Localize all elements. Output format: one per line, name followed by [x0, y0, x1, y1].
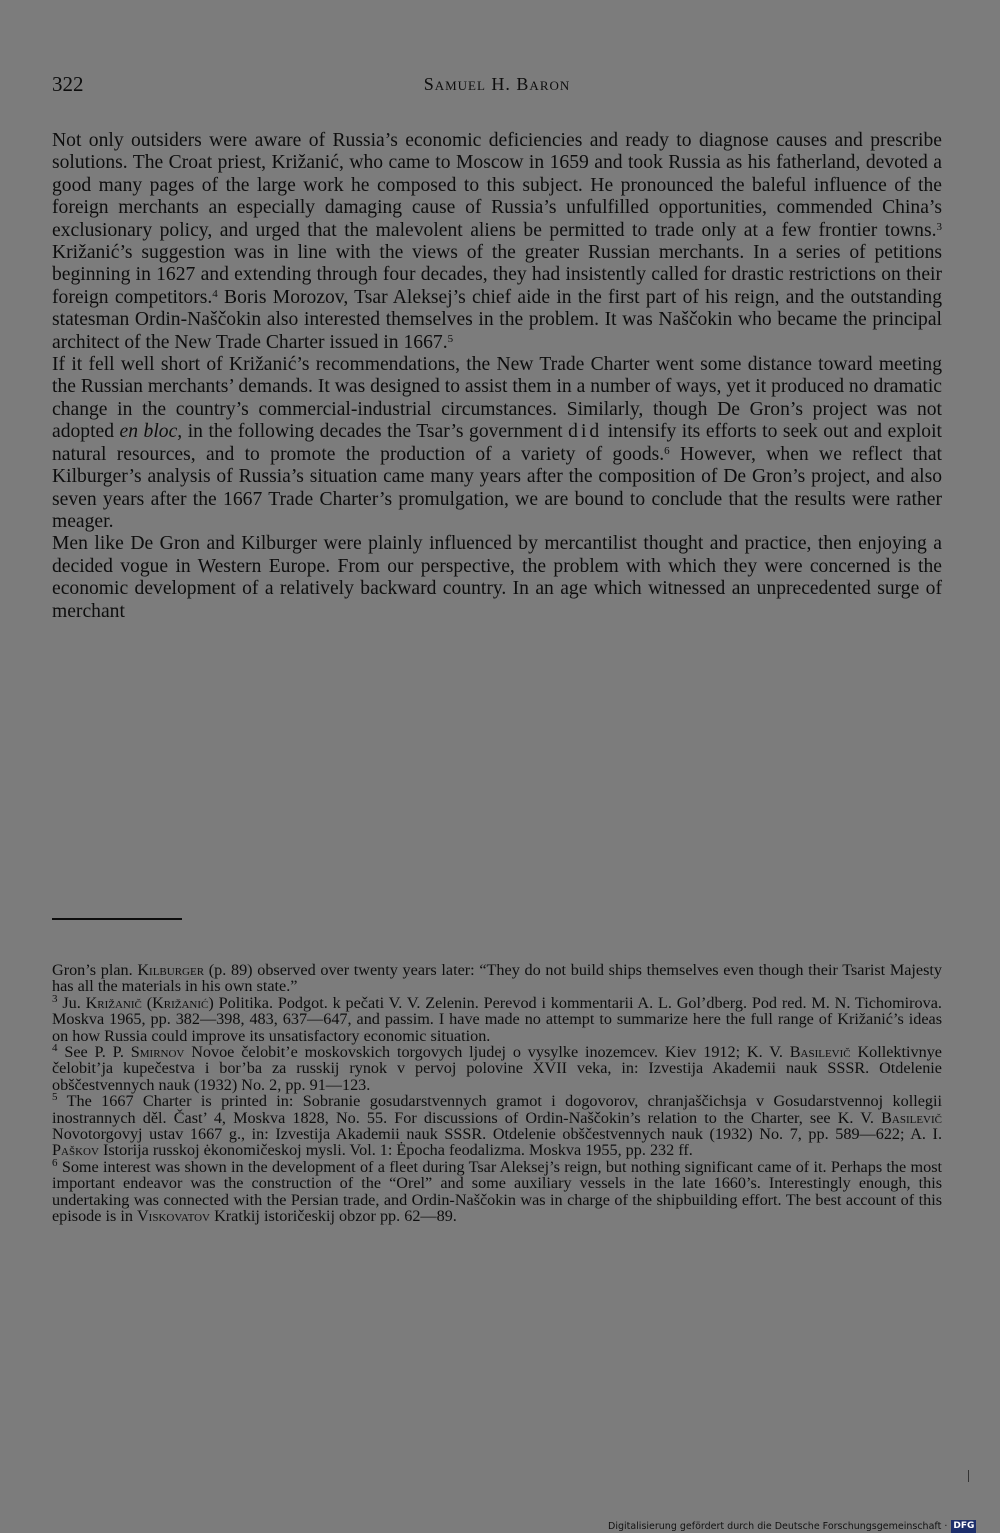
footnote-6: $^6$ Some interest was shown in the development of a fleet during Tsar Aleksej’s reign, but nothing significant came of it. Perhaps the most important endeavor was the construction of the “Orel” and some auxiliary vessels in the late 1660’s. Interestingly enough, this undertaking was connected with the Persian trade, and Ordin-Naščokin was in charge of the shipbuilding effort. The best account of this episode is in Viskovatov Kratkij istoričeskij obzor pp. 62—89.: [52, 1156, 942, 1226]
page-number: 322: [52, 72, 84, 96]
italic-phrase: en bloc,: [119, 421, 183, 443]
dfg-footer: [608, 1519, 976, 1533]
paragraph-1: Not only outsiders were aware of Russia’s economic deficiencies and ready to diagnose causes and prescribe solutions. The Croat priest, Križanić, who came to Moscow in 1659 and took Russia as his fatherland, devoted a good many pages of the large work he composed to this subject. He pronounced the baleful influence of the foreign merchants an especially damaging cause of Russia’s unfulfilled opportunities, commended China’s exclusionary policy, and urged that the malevolent aliens be permitted to trade only at a few frontier towns.$^3$ Križanić’s suggestion was in line with the views of the greater Russian merchants. In a series of petitions beginning in 1627 and extending through four decades, they had insistently called for drastic restrictions on their foreign competitors.$^4$ Boris Morozov, Tsar Aleksej’s chief aide in the first part of his reign, and the outstanding statesman Ordin-Naščokin also interested themselves in the problem. It was Naščokin who became the principal architect of the New Trade Charter issued in 1667.$^5$: [52, 130, 942, 353]
footnote-ref-3[interactable]: 3: [936, 220, 942, 233]
footnote-rule: [52, 918, 182, 920]
paragraph-2: If it fell well short of Križanić’s recommendations, the New Trade Charter went some distance toward meeting the Russian merchants’ demands. It was designed to assist them in a number of ways, yet it produced no dramatic change in the country’s commercial-industrial circumstances. Similarly, though De Gron’s project was not adopted en bloc, in the following decades the Tsar’s government did intensify its efforts to seek out and exploit natural resources, and to promote the production of a variety of goods.$^6$ However, when we reflect that Kilburger’s analysis of Russia’s situation came many years after the composition of De Gron’s project, and also seven years after the 1667 Trade Charter’s promulgation, we are bound to conclude that the results were rather meager.: [52, 354, 942, 532]
footnotes: [52, 962, 942, 1225]
dfg-credit-text: Digitalisierung gefördert durch die Deutsche Forschungsgemeinschaft ·: [608, 1520, 948, 1532]
footnote-number: 5: [52, 1091, 58, 1104]
margin-mark: [968, 1470, 969, 1482]
paragraph-3: Men like De Gron and Kilburger were plainly influenced by mercantilist thought and practice, then enjoying a decided vogue in Western Europe. From our perspective, the problem with which they were concerned is the economic development of a relatively backward country. In an age which witnessed an unprecedented surge of merchant: [52, 533, 942, 622]
footnote-ref-5[interactable]: 5: [447, 332, 454, 345]
footnote-number: 6: [52, 1156, 58, 1169]
footnote-continuation: Gron’s plan. Kilburger (p. 89) observed over twenty years later: “They do not build ships themselves even though their Tsarist Majesty has all the materials in his own state.”: [52, 961, 942, 996]
footnote-ref-4[interactable]: 4: [212, 287, 218, 300]
footnote-3: $^3$ Ju. Križanič (Križanić) Politika. Podgot. k pečati V. V. Zelenin. Perevod i kommentarii A. L. Gol’dberg. Pod red. M. N. Tichomirova. Moskva 1965, pp. 382—398, 483, 637—647, and passim. I have made no attempt to summarize here the full range of Križanić’s ideas on how Russia could improve its unsatisfactory economic situation.: [52, 992, 942, 1045]
footnote-ref-6[interactable]: 6: [664, 444, 670, 457]
emphasized-word: did: [568, 421, 603, 443]
footnote-number: 4: [52, 1042, 58, 1055]
footnote-4: $^4$ See P. P. Smirnov Novoe čelobit’e moskovskich torgovych ljudej o vysylke inozemcev. Kiev 1912; K. V. Basilevič Kollektivnye čelobit’ja kupečestva i bor’ba za russkij rynok v pervoj polovine XVII veka, in: Izvestija Akademii nauk SSSR. Otdelenie obščestvennych nauk (1932) No. 2, pp. 91—123.: [52, 1042, 942, 1094]
page-header: [52, 72, 942, 104]
dfg-logo-icon: DFG: [953, 1520, 975, 1531]
body-text: [52, 130, 942, 623]
footnote-number: 3: [52, 992, 58, 1005]
footnote-5: $^5$ The 1667 Charter is printed in: Sobranie gosudarstvennych gramot i dogovorov, chranjaščichsja v Gosudarstvennoj kollegii inostrannych děl. Čast’ 4, Moskva 1828, No. 55. For discussions of Ordin-Naščokin’s relation to the Charter, see K. V. Basilevič Novotorgovyj ustav 1667 g., in: Izvestija Akademii nauk SSSR. Otdelenie obščestvennych nauk (1932) No. 7, pp. 589—622; A. I. Paškov Istorija russkoj ėkonomičeskoj mysli. Vol. 1: Ėpocha feodalizma. Moskva 1955, pp. 232 ff.: [52, 1091, 942, 1160]
running-head: Samuel H. Baron: [423, 74, 571, 94]
